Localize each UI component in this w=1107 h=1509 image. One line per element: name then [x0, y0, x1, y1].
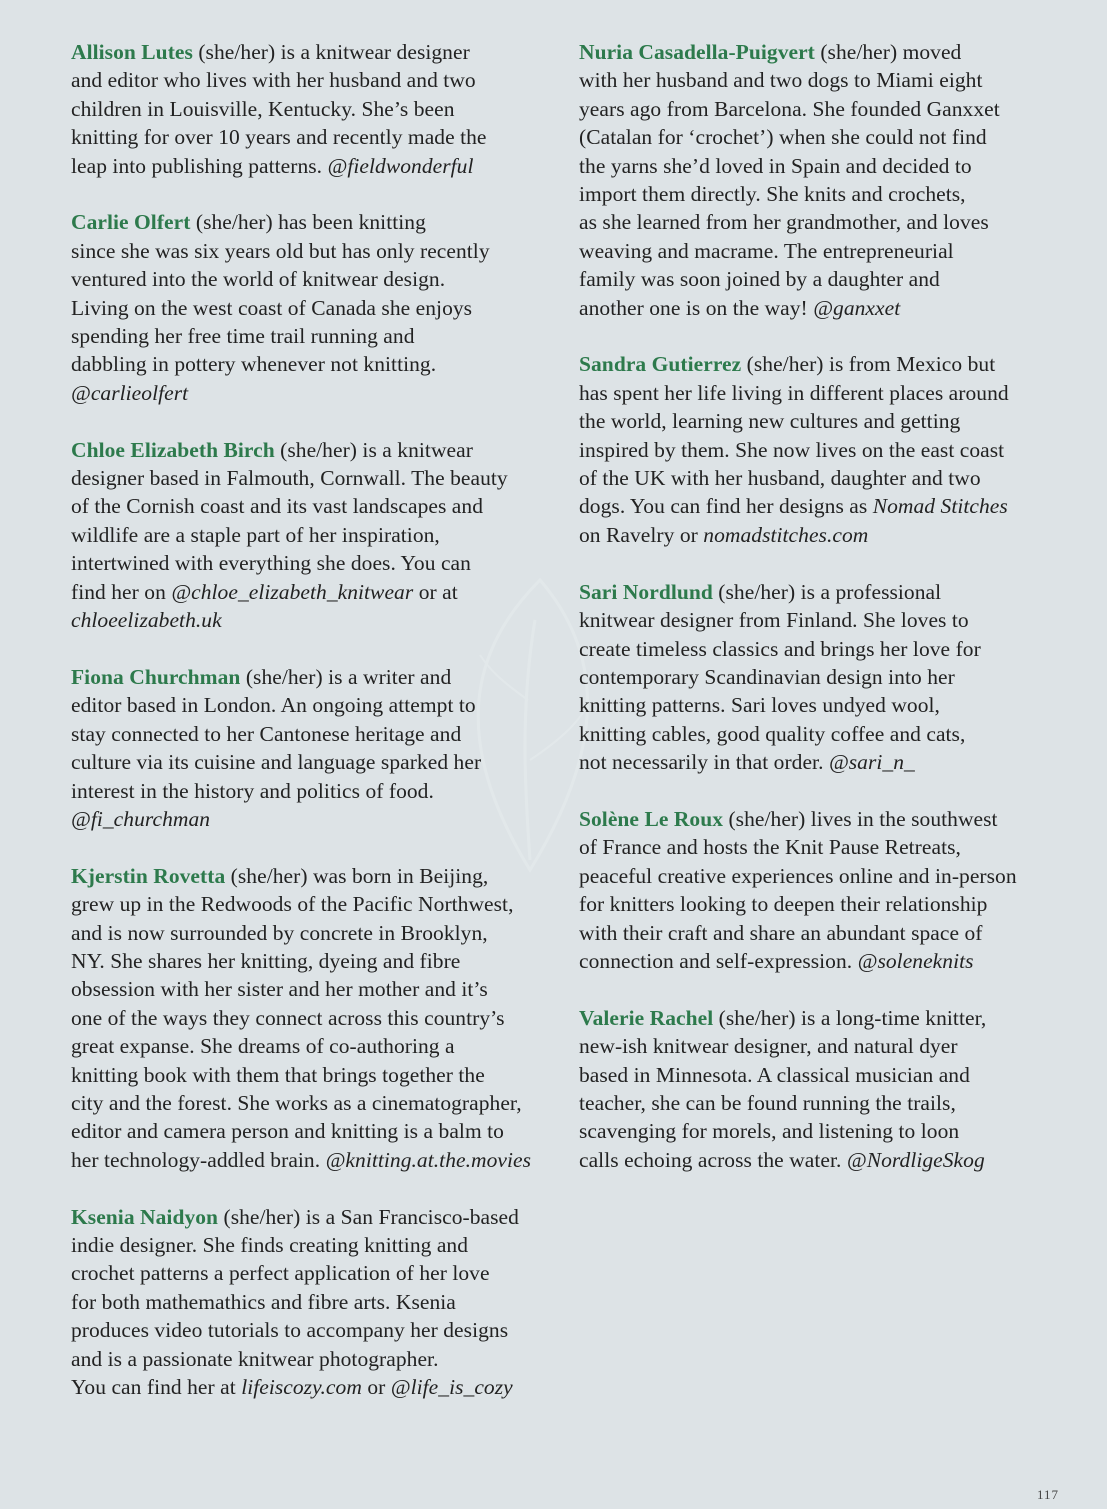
bio-text: children in Louisville, Kentucky. She’s been	[71, 96, 455, 121]
contributor-name: Solène Le Roux	[579, 806, 724, 831]
bio-text: new-ish knitwear designer, and natural dyer	[579, 1034, 958, 1059]
bio-text: grew up in the Redwoods of the Pacific Northwest,	[71, 892, 514, 917]
bio-text: knitting patterns. Sari loves undyed wool,	[579, 693, 940, 718]
contributor-name: Kjerstin Rovetta	[71, 863, 226, 888]
bio-text: spending her free time trail running and	[71, 324, 415, 349]
bio-text: editor based in London. An ongoing attempt to	[71, 693, 476, 718]
bio-text: family was soon joined by a daughter and	[579, 267, 940, 292]
bio-text: of France and hosts the Knit Pause Retreats,	[579, 835, 961, 860]
bio-text: dabbling in pottery whenever not knitting.	[71, 352, 437, 377]
bio-chloe-elizabeth-birch	[71, 436, 561, 635]
bio-text: (she/her) was born in Beijing,	[225, 863, 489, 888]
bio-text: knitting cables, good quality coffee and cats,	[579, 721, 966, 746]
bio-text: on Ravelry or	[579, 522, 704, 547]
bio-text: (she/her) moved	[814, 40, 962, 64]
bio-text: and is now surrounded by concrete in Brooklyn,	[71, 920, 488, 945]
bio-text: with their craft and share an abundant space of	[579, 920, 983, 945]
bio-nuria-casadella-puigvert	[579, 38, 1069, 322]
bio-text: (she/her) is a knitwear	[274, 437, 473, 462]
contributor-handle: chloeelizabeth.uk	[71, 608, 222, 633]
bio-text: (she/her) is a San Francisco-based	[218, 1204, 519, 1229]
bio-text: and is a passionate knitwear photographer.	[71, 1346, 439, 1371]
bio-text: culture via its cuisine and language sparked her	[71, 750, 482, 775]
contributor-handle: @chloe_elizabeth_knitwear	[171, 579, 414, 604]
bio-text: wildlife are a staple part of her inspiration,	[71, 522, 440, 547]
bio-text: based in Minnesota. A classical musician and	[579, 1062, 970, 1087]
bio-text: (she/her) is a knitwear designer	[192, 40, 470, 64]
bio-text: inspired by them. She now lives on the east coast	[579, 437, 1005, 462]
bio-text: crochet patterns a perfect application of her love	[71, 1261, 490, 1286]
bio-carlie-olfert	[71, 208, 561, 407]
bio-text: for knitters looking to deepen their relationship	[579, 892, 988, 917]
bio-text: knitting book with them that brings together the	[71, 1062, 485, 1087]
bio-text: city and the forest. She works as a cinematographer,	[71, 1090, 522, 1115]
bio-text: obsession with her sister and her mother and it’s	[71, 977, 488, 1002]
bio-text: stay connected to her Cantonese heritage and	[71, 721, 462, 746]
bio-text: calls echoing across the water.	[579, 1147, 847, 1172]
bio-text: her technology-addled brain.	[71, 1147, 326, 1172]
bio-text: designer based in Falmouth, Cornwall. The beauty	[71, 466, 508, 491]
bio-text: or	[361, 1375, 391, 1400]
bio-text: leap into publishing patterns.	[71, 153, 328, 178]
contributor-handle: @carlieolfert	[71, 380, 189, 405]
bio-text: create timeless classics and brings her love for	[579, 636, 981, 661]
contributor-handle: @fieldwonderful	[327, 153, 474, 178]
bio-text: as she learned from her grandmother, and loves	[579, 210, 989, 235]
bio-text: of the Cornish coast and its vast landscapes and	[71, 494, 484, 519]
bio-text: dogs. You can find her designs as	[579, 494, 873, 519]
bio-text: Living on the west coast of Canada she enjoys	[71, 295, 473, 320]
contributor-name: Ksenia Naidyon	[71, 1204, 219, 1229]
contributor-name: Valerie Rachel	[579, 1005, 714, 1030]
bio-text: connection and self-expression.	[579, 948, 858, 973]
right-column	[579, 38, 1069, 1203]
bio-text: (she/her) is a writer and	[240, 664, 452, 689]
contributor-name: Sandra Gutierrez	[579, 352, 742, 377]
contributor-handle: @soleneknits	[857, 948, 974, 973]
contributor-handle: @ganxxet	[813, 295, 901, 320]
bio-text: peaceful creative experiences online and in-person	[579, 863, 1017, 888]
bio-text: since she was six years old but has only recently	[71, 238, 490, 263]
bio-text: contemporary Scandinavian design into her	[579, 664, 955, 689]
bio-text: ventured into the world of knitwear design.	[71, 267, 446, 292]
contributor-handle: @life_is_cozy	[390, 1375, 513, 1400]
left-column	[71, 38, 561, 1430]
bio-text: or at	[413, 579, 458, 604]
bio-text: indie designer. She finds creating knitting and	[71, 1232, 469, 1257]
bio-text: another one is on the way!	[579, 295, 814, 320]
bio-text: knitting for over 10 years and recently made the	[71, 125, 487, 150]
contributor-handle: @fi_churchman	[71, 806, 211, 831]
bio-text: knitwear designer from Finland. She loves to	[579, 608, 969, 633]
bio-text: weaving and macrame. The entrepreneurial	[579, 238, 954, 263]
bio-text: You can find her at	[71, 1375, 242, 1400]
bio-sandra-gutierrez	[579, 350, 1069, 549]
bio-text: produces video tutorials to accompany her designs	[71, 1318, 509, 1343]
contributor-name: Carlie Olfert	[71, 210, 191, 235]
bio-text: with her husband and two dogs to Miami eight	[579, 68, 983, 93]
contributor-handle: @sari_n_	[828, 750, 915, 775]
contributor-name: Nuria Casadella-Puigvert	[579, 40, 815, 64]
bio-text: of the UK with her husband, daughter and two	[579, 466, 981, 491]
contributor-handle: @NordligeSkog	[846, 1147, 985, 1172]
contributor-handle: nomadstitches.com	[703, 522, 869, 547]
page-number: 117	[1036, 1487, 1059, 1502]
bio-text: great expanse. She dreams of co-authoring a	[71, 1034, 455, 1059]
bio-kjerstin-rovetta	[71, 862, 561, 1174]
bio-text: years ago from Barcelona. She founded Ganxxet	[579, 96, 1000, 121]
bio-allison-lutes	[71, 38, 561, 180]
contributor-name: Sari Nordlund	[579, 579, 713, 604]
bio-text: the world, learning new cultures and getting	[579, 409, 961, 434]
bio-text: has spent her life living in different places around	[579, 380, 1009, 405]
bio-text: NY. She shares her knitting, dyeing and fibre	[71, 948, 461, 973]
contributor-handle: Nomad Stitches	[872, 494, 1008, 519]
bio-text: the yarns she’d loved in Spain and decided to	[579, 153, 972, 178]
contributor-handle: @knitting.at.the.movies	[325, 1147, 532, 1172]
bio-text: (she/her) lives in the southwest	[723, 806, 998, 831]
bio-text: intertwined with everything she does. You can	[71, 551, 471, 576]
bio-text: (she/her) has been knitting	[190, 210, 426, 235]
bio-text: for both mathemathics and fibre arts. Ksenia	[71, 1289, 456, 1314]
bio-solene-le-roux	[579, 805, 1069, 975]
bio-text: and editor who lives with her husband and two	[71, 68, 476, 93]
bio-fiona-churchman	[71, 663, 561, 833]
bio-text: (Catalan for ‘crochet’) when she could not find	[579, 125, 987, 150]
bio-ksenia-naidyon	[71, 1203, 561, 1402]
bio-text: find her on	[71, 579, 172, 604]
bio-text: (she/her) is a professional	[712, 579, 942, 604]
bio-text: editor and camera person and knitting is a balm to	[71, 1119, 504, 1144]
contributor-name: Allison Lutes	[71, 40, 193, 64]
contributor-name: Fiona Churchman	[71, 664, 241, 689]
bio-text: interest in the history and politics of food.	[71, 778, 434, 803]
bio-text: scavenging for morels, and listening to loon	[579, 1119, 960, 1144]
contributor-name: Chloe Elizabeth Birch	[71, 437, 275, 462]
bio-text: (she/her) is from Mexico but	[741, 352, 996, 377]
bio-text: teacher, she can be found running the trails,	[579, 1090, 956, 1115]
bio-text: (she/her) is a long-time knitter,	[713, 1005, 987, 1030]
bio-text: not necessarily in that order.	[579, 750, 829, 775]
bio-sari-nordlund	[579, 578, 1069, 777]
bio-text: one of the ways they connect across this country’s	[71, 1005, 505, 1030]
contributor-handle: lifeiscozy.com	[241, 1375, 362, 1400]
bio-valerie-rachel	[579, 1004, 1069, 1174]
bio-text: import them directly. She knits and crochets,	[579, 182, 966, 207]
